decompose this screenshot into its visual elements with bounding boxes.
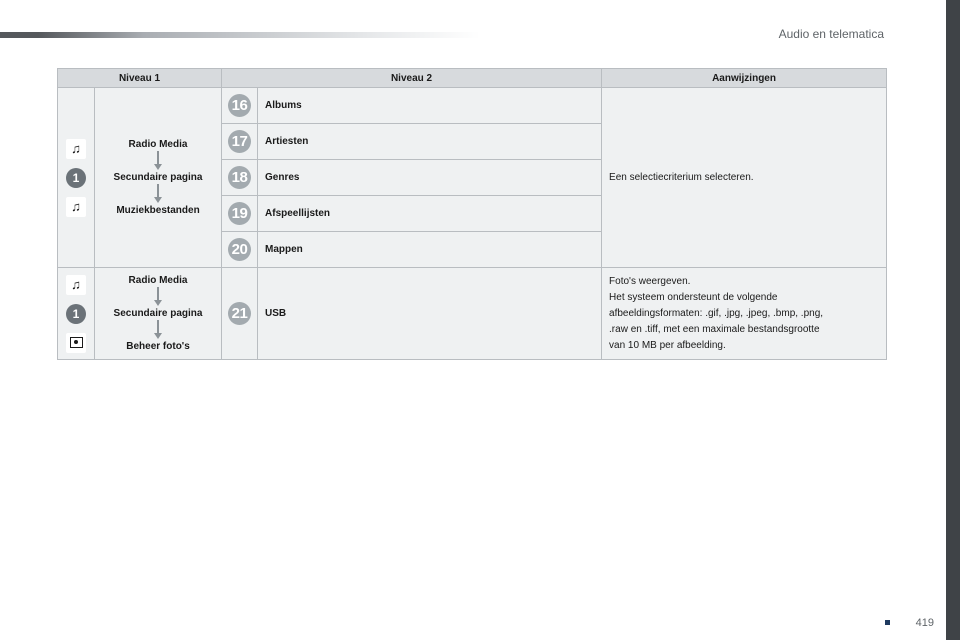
item-number-cell (222, 232, 258, 268)
arrow-down-icon (153, 320, 163, 341)
item-label: Artiesten (258, 124, 602, 160)
page-edge-sidebar (946, 0, 960, 640)
level-number-badge: 1 (66, 168, 86, 188)
item-label: Afspeellijsten (258, 196, 602, 232)
item-number-badge: 20 (228, 238, 251, 261)
path-step: Beheer foto's (126, 340, 190, 352)
item-label: Mappen (258, 232, 602, 268)
photo-icon (66, 333, 86, 353)
arrow-down-icon (153, 287, 163, 308)
note-line: Het systeem ondersteunt de volgende (609, 291, 778, 303)
page-number: 419 (915, 617, 934, 629)
music-note-icon: ♫ (66, 275, 86, 295)
note-cell (602, 88, 887, 268)
item-number-cell (222, 268, 258, 360)
menu-table (57, 68, 887, 360)
item-number-badge: 19 (228, 202, 251, 225)
note-cell (602, 268, 887, 360)
level1-path (95, 88, 222, 268)
path-step: Radio Media (128, 138, 188, 150)
item-number-cell (222, 124, 258, 160)
level1-icons (58, 268, 95, 360)
table-header-row (58, 69, 887, 88)
path-step: Secundaire pagina (113, 307, 203, 319)
item-number-cell (222, 160, 258, 196)
section-title: Audio en telematica (778, 27, 884, 41)
item-number-badge: 21 (228, 302, 251, 325)
note-line: afbeeldingsformaten: .gif, .jpg, .jpeg, .bmp, .png, (609, 307, 824, 319)
item-number-cell (222, 88, 258, 124)
item-number-cell (222, 196, 258, 232)
music-file-icon: ♫ (66, 197, 86, 217)
item-number-badge: 16 (228, 94, 251, 117)
table-row (58, 268, 887, 360)
music-note-icon: ♫ (66, 139, 86, 159)
note-line: Een selectiecriterium selecteren. (609, 171, 754, 183)
note-line: Foto's weergeven. (609, 275, 691, 287)
path-step: Secundaire pagina (113, 171, 203, 183)
path-step: Radio Media (128, 274, 188, 286)
note-line: .raw en .tiff, met een maximale bestandsgrootte (609, 323, 820, 335)
level1-path (95, 268, 222, 360)
item-label: Genres (258, 160, 602, 196)
arrow-down-icon (153, 151, 163, 172)
level-number-badge: 1 (66, 304, 86, 324)
level1-icons (58, 88, 95, 268)
table-row (58, 88, 887, 124)
top-gradient-bar (0, 32, 480, 38)
column-header-level1: Niveau 1 (58, 69, 222, 88)
arrow-down-icon (153, 184, 163, 205)
note-line: van 10 MB per afbeelding. (609, 339, 726, 351)
column-header-level2: Niveau 2 (222, 69, 602, 88)
item-number-badge: 18 (228, 166, 251, 189)
path-step: Muziekbestanden (116, 204, 200, 216)
item-label: Albums (258, 88, 602, 124)
item-number-badge: 17 (228, 130, 251, 153)
page-marker (885, 620, 890, 625)
item-label: USB (258, 268, 602, 360)
column-header-notes: Aanwijzingen (602, 69, 887, 88)
